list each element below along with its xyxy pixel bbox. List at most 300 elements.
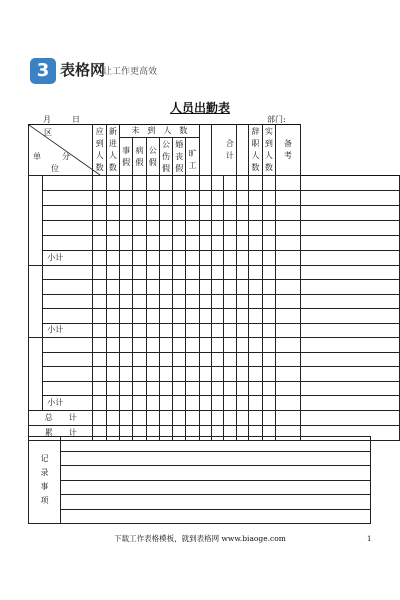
data-cell[interactable] xyxy=(186,323,199,338)
data-cell[interactable] xyxy=(173,206,186,221)
data-cell[interactable] xyxy=(133,191,146,206)
unit-cell[interactable] xyxy=(43,367,93,382)
data-cell[interactable] xyxy=(275,381,300,396)
data-cell[interactable] xyxy=(262,396,275,411)
data-cell[interactable] xyxy=(133,236,146,251)
data-cell[interactable] xyxy=(249,176,262,191)
data-cell[interactable] xyxy=(159,309,172,324)
data-cell[interactable] xyxy=(133,176,146,191)
data-cell[interactable] xyxy=(173,323,186,338)
data-cell[interactable] xyxy=(133,221,146,236)
data-cell[interactable] xyxy=(275,410,300,425)
data-cell[interactable] xyxy=(106,265,119,280)
data-cell[interactable] xyxy=(211,191,223,206)
data-cell[interactable] xyxy=(249,410,262,425)
data-cell[interactable] xyxy=(211,251,223,266)
data-cell[interactable] xyxy=(186,221,199,236)
data-cell[interactable] xyxy=(199,294,211,309)
data-cell[interactable] xyxy=(159,265,172,280)
data-cell[interactable] xyxy=(249,294,262,309)
data-cell[interactable] xyxy=(224,396,237,411)
data-cell[interactable] xyxy=(173,221,186,236)
data-cell[interactable] xyxy=(224,294,237,309)
unit-cell[interactable] xyxy=(43,280,93,295)
data-cell[interactable] xyxy=(146,309,159,324)
data-cell[interactable] xyxy=(93,352,106,367)
data-cell[interactable] xyxy=(211,367,223,382)
data-cell[interactable] xyxy=(224,367,237,382)
data-cell[interactable] xyxy=(159,206,172,221)
data-cell[interactable] xyxy=(93,410,106,425)
data-cell[interactable] xyxy=(262,381,275,396)
data-cell[interactable] xyxy=(249,265,262,280)
data-cell[interactable] xyxy=(237,191,249,206)
data-cell[interactable] xyxy=(133,280,146,295)
data-cell[interactable] xyxy=(133,323,146,338)
data-cell[interactable] xyxy=(211,176,223,191)
data-cell[interactable] xyxy=(93,294,106,309)
unit-cell[interactable] xyxy=(43,309,93,324)
data-cell[interactable] xyxy=(120,236,133,251)
data-cell[interactable] xyxy=(146,265,159,280)
data-cell[interactable] xyxy=(106,410,119,425)
data-cell[interactable] xyxy=(159,176,172,191)
data-cell[interactable] xyxy=(300,191,399,206)
data-cell[interactable] xyxy=(93,265,106,280)
data-cell[interactable] xyxy=(249,221,262,236)
data-cell[interactable] xyxy=(300,176,399,191)
notes-line[interactable] xyxy=(61,437,371,452)
data-cell[interactable] xyxy=(300,221,399,236)
data-cell[interactable] xyxy=(199,410,211,425)
data-cell[interactable] xyxy=(120,352,133,367)
data-cell[interactable] xyxy=(186,280,199,295)
unit-cell[interactable] xyxy=(43,294,93,309)
unit-cell[interactable] xyxy=(43,265,93,280)
data-cell[interactable] xyxy=(237,280,249,295)
data-cell[interactable] xyxy=(224,338,237,353)
data-cell[interactable] xyxy=(262,251,275,266)
data-cell[interactable] xyxy=(199,221,211,236)
data-cell[interactable] xyxy=(120,396,133,411)
data-cell[interactable] xyxy=(146,410,159,425)
data-cell[interactable] xyxy=(237,338,249,353)
data-cell[interactable] xyxy=(93,396,106,411)
data-cell[interactable] xyxy=(133,396,146,411)
data-cell[interactable] xyxy=(224,323,237,338)
data-cell[interactable] xyxy=(146,338,159,353)
data-cell[interactable] xyxy=(237,236,249,251)
data-cell[interactable] xyxy=(173,410,186,425)
data-cell[interactable] xyxy=(237,265,249,280)
data-cell[interactable] xyxy=(275,367,300,382)
data-cell[interactable] xyxy=(275,294,300,309)
data-cell[interactable] xyxy=(93,251,106,266)
data-cell[interactable] xyxy=(262,410,275,425)
data-cell[interactable] xyxy=(159,338,172,353)
unit-cell[interactable] xyxy=(43,381,93,396)
data-cell[interactable] xyxy=(146,221,159,236)
data-cell[interactable] xyxy=(133,367,146,382)
data-cell[interactable] xyxy=(146,381,159,396)
data-cell[interactable] xyxy=(146,367,159,382)
data-cell[interactable] xyxy=(275,236,300,251)
data-cell[interactable] xyxy=(211,280,223,295)
data-cell[interactable] xyxy=(237,410,249,425)
data-cell[interactable] xyxy=(93,309,106,324)
data-cell[interactable] xyxy=(275,251,300,266)
data-cell[interactable] xyxy=(159,280,172,295)
data-cell[interactable] xyxy=(146,323,159,338)
data-cell[interactable] xyxy=(275,191,300,206)
data-cell[interactable] xyxy=(199,206,211,221)
data-cell[interactable] xyxy=(249,191,262,206)
data-cell[interactable] xyxy=(275,221,300,236)
data-cell[interactable] xyxy=(159,251,172,266)
data-cell[interactable] xyxy=(224,221,237,236)
data-cell[interactable] xyxy=(106,396,119,411)
data-cell[interactable] xyxy=(199,176,211,191)
data-cell[interactable] xyxy=(262,352,275,367)
data-cell[interactable] xyxy=(275,176,300,191)
data-cell[interactable] xyxy=(300,251,399,266)
data-cell[interactable] xyxy=(275,323,300,338)
data-cell[interactable] xyxy=(173,280,186,295)
data-cell[interactable] xyxy=(211,352,223,367)
notes-line[interactable] xyxy=(61,451,371,466)
data-cell[interactable] xyxy=(199,396,211,411)
data-cell[interactable] xyxy=(249,280,262,295)
data-cell[interactable] xyxy=(146,191,159,206)
unit-cell[interactable] xyxy=(43,221,93,236)
data-cell[interactable] xyxy=(173,352,186,367)
data-cell[interactable] xyxy=(249,352,262,367)
data-cell[interactable] xyxy=(237,323,249,338)
data-cell[interactable] xyxy=(211,381,223,396)
data-cell[interactable] xyxy=(186,206,199,221)
data-cell[interactable] xyxy=(199,367,211,382)
data-cell[interactable] xyxy=(120,280,133,295)
data-cell[interactable] xyxy=(106,294,119,309)
notes-label xyxy=(29,437,61,524)
data-cell[interactable] xyxy=(300,206,399,221)
data-cell[interactable] xyxy=(146,280,159,295)
data-cell[interactable] xyxy=(211,221,223,236)
data-cell[interactable] xyxy=(173,338,186,353)
data-cell[interactable] xyxy=(106,221,119,236)
data-cell[interactable] xyxy=(262,176,275,191)
data-cell[interactable] xyxy=(249,206,262,221)
data-cell[interactable] xyxy=(93,206,106,221)
data-cell[interactable] xyxy=(159,352,172,367)
data-cell[interactable] xyxy=(133,309,146,324)
data-cell[interactable] xyxy=(275,352,300,367)
data-cell[interactable] xyxy=(224,191,237,206)
data-cell[interactable] xyxy=(173,294,186,309)
data-cell[interactable] xyxy=(106,206,119,221)
data-cell[interactable] xyxy=(224,251,237,266)
data-cell[interactable] xyxy=(262,323,275,338)
data-cell[interactable] xyxy=(133,352,146,367)
data-cell[interactable] xyxy=(186,251,199,266)
data-cell[interactable] xyxy=(133,338,146,353)
data-cell[interactable] xyxy=(275,338,300,353)
unit-cell[interactable] xyxy=(43,338,93,353)
data-cell[interactable] xyxy=(93,338,106,353)
data-cell[interactable] xyxy=(146,294,159,309)
data-cell[interactable] xyxy=(133,206,146,221)
header-char: 数 xyxy=(264,163,273,172)
data-cell[interactable] xyxy=(173,176,186,191)
data-cell[interactable] xyxy=(237,367,249,382)
data-cell[interactable] xyxy=(275,396,300,411)
data-cell[interactable] xyxy=(93,367,106,382)
day-label: 日 xyxy=(72,115,80,124)
data-cell[interactable] xyxy=(146,236,159,251)
data-cell[interactable] xyxy=(249,251,262,266)
data-cell[interactable] xyxy=(300,410,399,425)
data-cell[interactable] xyxy=(300,236,399,251)
remarks-header: 备 考 xyxy=(275,125,300,176)
data-cell[interactable] xyxy=(262,206,275,221)
notes-line[interactable] xyxy=(61,480,371,495)
data-cell[interactable] xyxy=(120,251,133,266)
data-cell[interactable] xyxy=(159,396,172,411)
data-cell[interactable] xyxy=(199,280,211,295)
data-cell[interactable] xyxy=(186,381,199,396)
data-cell[interactable] xyxy=(159,381,172,396)
data-cell[interactable] xyxy=(120,338,133,353)
data-cell[interactable] xyxy=(211,236,223,251)
data-cell[interactable] xyxy=(211,410,223,425)
data-cell[interactable] xyxy=(120,221,133,236)
data-cell[interactable] xyxy=(120,309,133,324)
data-cell[interactable] xyxy=(159,367,172,382)
data-cell[interactable] xyxy=(224,176,237,191)
data-cell[interactable] xyxy=(93,323,106,338)
data-cell[interactable] xyxy=(120,410,133,425)
data-cell[interactable] xyxy=(249,367,262,382)
data-cell[interactable] xyxy=(186,294,199,309)
data-cell[interactable] xyxy=(146,251,159,266)
data-cell[interactable] xyxy=(300,396,399,411)
unit-cell[interactable] xyxy=(43,352,93,367)
data-cell[interactable] xyxy=(199,309,211,324)
data-cell[interactable] xyxy=(224,410,237,425)
data-cell[interactable] xyxy=(300,294,399,309)
data-cell[interactable] xyxy=(211,265,223,280)
data-cell[interactable] xyxy=(224,381,237,396)
data-cell[interactable] xyxy=(262,338,275,353)
data-cell[interactable] xyxy=(120,323,133,338)
data-cell[interactable] xyxy=(199,265,211,280)
data-cell[interactable] xyxy=(262,294,275,309)
data-cell[interactable] xyxy=(262,309,275,324)
data-cell[interactable] xyxy=(120,265,133,280)
data-cell[interactable] xyxy=(106,381,119,396)
data-cell[interactable] xyxy=(237,206,249,221)
data-cell[interactable] xyxy=(249,309,262,324)
data-cell[interactable] xyxy=(300,338,399,353)
data-cell[interactable] xyxy=(224,236,237,251)
header-char: 到 xyxy=(264,139,273,148)
data-cell[interactable] xyxy=(120,367,133,382)
data-cell[interactable] xyxy=(106,323,119,338)
unit-cell[interactable] xyxy=(43,191,93,206)
data-cell[interactable] xyxy=(186,352,199,367)
data-cell[interactable] xyxy=(262,221,275,236)
data-cell[interactable] xyxy=(199,323,211,338)
data-cell[interactable] xyxy=(186,176,199,191)
data-cell[interactable] xyxy=(199,236,211,251)
month-label: 月 xyxy=(43,115,51,124)
data-cell[interactable] xyxy=(275,280,300,295)
data-cell[interactable] xyxy=(249,338,262,353)
data-cell[interactable] xyxy=(93,221,106,236)
data-cell[interactable] xyxy=(249,323,262,338)
notes-line[interactable] xyxy=(61,509,371,524)
data-cell[interactable] xyxy=(186,396,199,411)
data-cell[interactable] xyxy=(237,221,249,236)
data-cell[interactable] xyxy=(186,191,199,206)
data-cell[interactable] xyxy=(211,294,223,309)
data-cell[interactable] xyxy=(93,176,106,191)
data-cell[interactable] xyxy=(237,294,249,309)
data-cell[interactable] xyxy=(249,381,262,396)
data-cell[interactable] xyxy=(300,381,399,396)
data-cell[interactable] xyxy=(133,410,146,425)
data-cell[interactable] xyxy=(300,323,399,338)
data-cell[interactable] xyxy=(262,367,275,382)
data-cell[interactable] xyxy=(173,396,186,411)
data-cell[interactable] xyxy=(106,280,119,295)
data-cell[interactable] xyxy=(93,280,106,295)
data-cell[interactable] xyxy=(199,338,211,353)
data-cell[interactable] xyxy=(159,221,172,236)
data-cell[interactable] xyxy=(173,367,186,382)
data-cell[interactable] xyxy=(211,309,223,324)
data-cell[interactable] xyxy=(224,352,237,367)
data-cell[interactable] xyxy=(106,251,119,266)
data-cell[interactable] xyxy=(199,381,211,396)
data-cell[interactable] xyxy=(173,381,186,396)
data-cell[interactable] xyxy=(300,265,399,280)
header-char: 合 xyxy=(225,139,234,148)
data-cell[interactable] xyxy=(237,251,249,266)
unit-cell[interactable] xyxy=(43,236,93,251)
data-cell[interactable] xyxy=(106,338,119,353)
page-number: 1 xyxy=(367,535,372,543)
data-cell[interactable] xyxy=(237,352,249,367)
data-cell[interactable] xyxy=(133,265,146,280)
data-cell[interactable] xyxy=(300,352,399,367)
data-cell[interactable] xyxy=(275,309,300,324)
data-cell[interactable] xyxy=(186,265,199,280)
data-cell[interactable] xyxy=(159,236,172,251)
data-cell[interactable] xyxy=(120,381,133,396)
data-cell[interactable] xyxy=(106,176,119,191)
data-cell[interactable] xyxy=(211,206,223,221)
data-cell[interactable] xyxy=(237,176,249,191)
data-cell[interactable] xyxy=(300,309,399,324)
data-cell[interactable] xyxy=(146,396,159,411)
data-cell[interactable] xyxy=(146,176,159,191)
data-cell[interactable] xyxy=(133,294,146,309)
data-cell[interactable] xyxy=(173,265,186,280)
data-cell[interactable] xyxy=(133,251,146,266)
data-cell[interactable] xyxy=(262,236,275,251)
data-cell[interactable] xyxy=(106,309,119,324)
data-cell[interactable] xyxy=(211,323,223,338)
data-cell[interactable] xyxy=(106,367,119,382)
notes-line[interactable] xyxy=(61,495,371,510)
data-cell[interactable] xyxy=(211,338,223,353)
data-cell[interactable] xyxy=(186,410,199,425)
data-cell[interactable] xyxy=(211,396,223,411)
data-cell[interactable] xyxy=(159,191,172,206)
data-cell[interactable] xyxy=(106,352,119,367)
data-cell[interactable] xyxy=(199,191,211,206)
data-cell[interactable] xyxy=(249,396,262,411)
data-cell[interactable] xyxy=(146,206,159,221)
data-cell[interactable] xyxy=(237,309,249,324)
data-cell[interactable] xyxy=(93,381,106,396)
data-cell[interactable] xyxy=(106,236,119,251)
data-cell[interactable] xyxy=(120,206,133,221)
data-cell[interactable] xyxy=(159,294,172,309)
data-cell[interactable] xyxy=(224,280,237,295)
cumulative-label: 累 计 xyxy=(29,425,93,440)
data-cell[interactable] xyxy=(159,410,172,425)
data-cell[interactable] xyxy=(146,352,159,367)
data-cell[interactable] xyxy=(237,396,249,411)
data-cell[interactable] xyxy=(120,294,133,309)
data-cell[interactable] xyxy=(262,265,275,280)
data-cell[interactable] xyxy=(133,381,146,396)
data-cell[interactable] xyxy=(159,323,172,338)
data-cell[interactable] xyxy=(224,265,237,280)
data-cell[interactable] xyxy=(262,280,275,295)
data-cell[interactable] xyxy=(173,309,186,324)
data-cell[interactable] xyxy=(199,352,211,367)
unit-cell[interactable] xyxy=(43,176,93,191)
data-cell[interactable] xyxy=(173,236,186,251)
data-cell[interactable] xyxy=(93,191,106,206)
data-cell[interactable] xyxy=(300,280,399,295)
data-cell[interactable] xyxy=(120,176,133,191)
data-cell[interactable] xyxy=(275,206,300,221)
data-cell[interactable] xyxy=(186,236,199,251)
data-cell[interactable] xyxy=(249,236,262,251)
data-cell[interactable] xyxy=(237,381,249,396)
data-cell[interactable] xyxy=(262,191,275,206)
data-cell[interactable] xyxy=(199,251,211,266)
data-cell[interactable] xyxy=(173,191,186,206)
notes-line[interactable] xyxy=(61,466,371,481)
data-cell[interactable] xyxy=(120,191,133,206)
data-cell[interactable] xyxy=(186,309,199,324)
data-cell[interactable] xyxy=(224,309,237,324)
data-cell[interactable] xyxy=(93,236,106,251)
data-cell[interactable] xyxy=(275,265,300,280)
unit-cell[interactable] xyxy=(43,206,93,221)
data-cell[interactable] xyxy=(186,367,199,382)
data-cell[interactable] xyxy=(186,338,199,353)
data-cell[interactable] xyxy=(106,191,119,206)
data-cell[interactable] xyxy=(173,251,186,266)
data-cell[interactable] xyxy=(300,367,399,382)
data-cell[interactable] xyxy=(224,206,237,221)
